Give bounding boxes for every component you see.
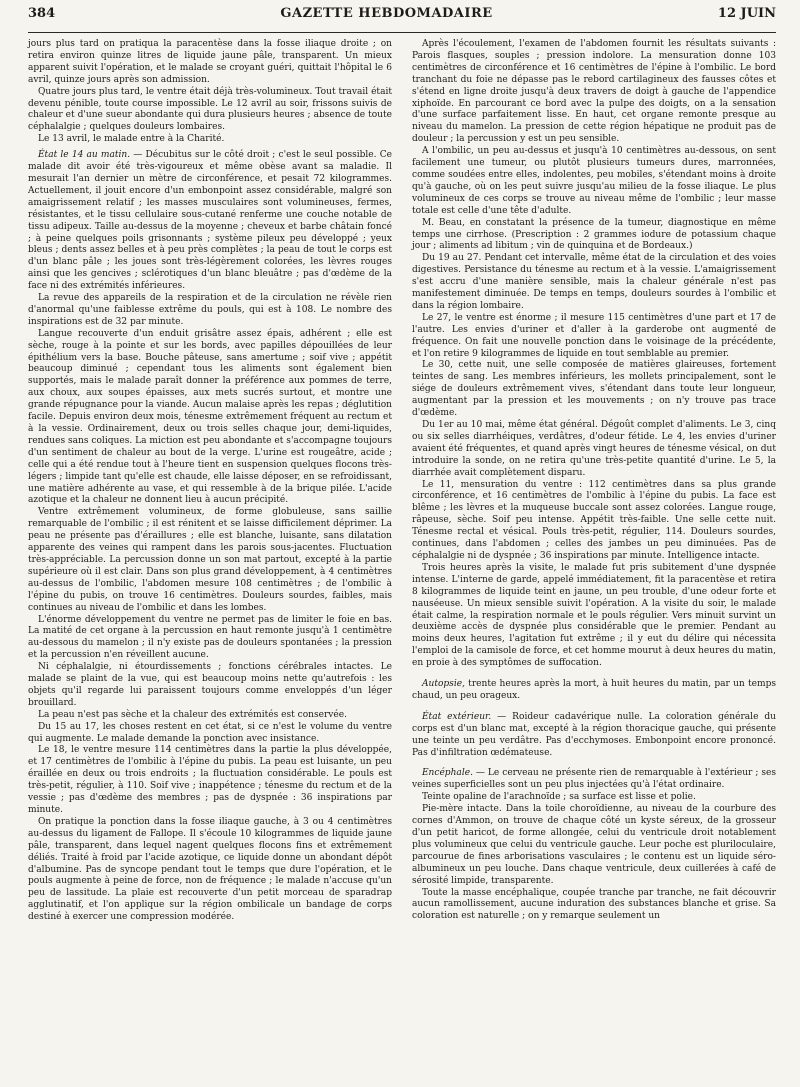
paragraph-text: — Le cerveau ne présente rien de remarquable à l'extérieur ; ses veines superficielles sont un peu plus injectées qu'à l'état ordinaire. [412, 768, 776, 791]
paragraph [28, 710, 392, 722]
paragraph [28, 817, 392, 924]
paragraph-lead: État le 14 au matin. [37, 150, 131, 161]
paragraph [412, 146, 776, 217]
paragraph-text: Ventre extrêmement volumineux, de forme globuleuse, sans saillie remarquable de l'ombilic ; il est rénitent et se laisse difficilement déprimer. La peau ne présente pas d'éraillures ; elle est blanche, luisante, sans dilatation apparente des veines qui rampent dans les parois sous-jacentes. Fluctuation très-appréciable. La percussion donne un son mat partout, excepté à la partie supérieure où il est clair. Dans son plus grand développement, à 4 centimètres au-dessus de l'ombilic, l'abdomen mesure 108 centimètres ; de l'ombilic à l'épine du pubis, on trouve 16 centimètres. Douleurs sourdes, faibles, mais continues au niveau de l'ombilic et dans les lombes. [28, 507, 392, 613]
paragraph [412, 679, 776, 703]
paragraph [412, 218, 776, 254]
paragraph [412, 792, 776, 804]
paragraph-text: Toute la masse encéphalique, coupée tranche par tranche, ne fait découvrir aucun ramollissement, aucune induration des substances blanche et grise. Sa coloration est naturelle ; on y remarque seulement un [412, 887, 776, 922]
paragraph [28, 722, 392, 746]
paragraph [28, 87, 392, 135]
paragraph-text: Ni céphalalgie, ni étourdissements ; fonctions cérébrales intactes. Le malade se plaint de la vue, qui est beaucoup moins nette qu'autrefois : les objets qu'il regarde lui paraissent toujours comme enveloppés d'un léger brouillard. [28, 662, 392, 708]
page-header [28, 6, 776, 33]
paragraph [28, 745, 392, 816]
paragraph [28, 329, 392, 508]
paragraph-text: trente heures après la mort, à huit heures du matin, par un temps chaud, un peu orageux. [412, 679, 776, 701]
paragraph-text: Le 27, le ventre est énorme ; il mesure 115 centimètres d'une part et 17 de l'autre. Les envies d'uriner et d'aller à la garderobe ont augmenté de fréquence. On fait une nouvelle ponction dans le voisinage de la précédente, et l'on retire 9 kilogrammes de liquide en tout semblable au premier. [412, 312, 776, 359]
paragraph-text: Du 19 au 27. Pendant cet intervalle, même état de la circulation et des voies digestives. Persistance du ténesme au rectum et à la vessie. L'amaigrissement s'est accru d'une manière sensible, mais la chaleur générale n'est pas manifestement diminuée. De temps en temps, douleurs sourdes à l'ombilic et dans la région lombaire. [412, 253, 776, 311]
paragraph [412, 563, 776, 670]
paragraph [412, 420, 776, 480]
paragraph [28, 134, 392, 146]
right-column [412, 39, 776, 924]
paragraph [28, 615, 392, 663]
paragraph [28, 39, 392, 87]
paragraph [412, 253, 776, 313]
paragraph [28, 662, 392, 710]
paragraph-text: La revue des appareils de la respiration et de la circulation ne révèle rien d'anormal qu'une faiblesse extrême du pouls, qui est à 108. Le nombre des inspirations est de 32 par minute. [28, 293, 392, 327]
paragraph-text: Le 13 avril, le malade entre à la Charité. [37, 134, 225, 145]
paragraph-text: L'énorme développement du ventre ne permet pas de limiter le foie en bas. La matité de cet organe à la percussion en haut remonte jusqu'à 1 centimètre au-dessous du mamelon ; il n'y existe pas de douleurs spontanées ; la pression et la percussion n'en réveillent aucune. [28, 614, 392, 661]
paragraph-text: Le 11, mensuration du ventre : 112 centimètres dans sa plus grande circonférence, et 16 centimètres de l'ombilic à l'épine du pubis. La face est blême ; les lèvres et la muqueuse buccale sont assez colorées. Langue rouge, râpeuse, sèche. Soif peu intense. Appétit très-faible. Une selle cette nuit. Ténesme rectal et vésical. Pouls très-petit, régulier, 114. Douleurs sourdes, continues, dans l'abdomen ; celles des jambes un peu diminuées. Pas de céphalalgie ni de dyspnée ; 36 inspirations par minute. Intelligence intacte. [412, 479, 776, 561]
paragraph-text: — Roideur cadavérique nulle. La coloration générale du corps est d'un blanc mat, excepté à la région thoracique gauche, qui présente une teinte un peu verdâtre. Pas d'ecchymoses. Embonpoint encore prononcé. Pas d'infiltration œdémateuse. [412, 711, 777, 758]
paragraph-lead: Autopsie, [421, 679, 465, 690]
paragraph-text: Quatre jours plus tard, le ventre était déjà très-volumineux. Tout travail était devenu pénible, toute course impossible. Le 12 avril au soir, frissons suivis de chaleur et d'une sueur abondante qui dura plusieurs heures ; absence de toute céphalalgie ; quelques douleurs lombaires. [28, 86, 392, 133]
paragraph-lead: Encéphale. [421, 768, 473, 779]
page-number: 384 [28, 6, 56, 21]
paragraph-text: Du 1er au 10 mai, même état général. Dégoût complet d'aliments. Le 3, cinq ou six selles diarrhéiques, verdâtres, d'odeur fétide. Le 4, les envies d'uriner avaient été fréquentes, et quand après vingt heures de ténesme vésical, on dut introduire la sonde, on ne retira qu'une très-petite quantité d'urine. Le 5, la diarrhée avait complètement disparu. [412, 420, 776, 478]
paragraph-text: — Décubitus sur le côté droit ; c'est le seul possible. Ce malade dit avoir été très-vigoureux et même obèse avant sa maladie. Il mesurait l'an dernier un mètre de circonférence, et pesait 72 kilogrammes. Actuellement, il jouit encore d'un embonpoint assez considérable, malgré son amaigrissement relatif ; les masses musculaires sont volumineuses, fermes, résistantes, et le tissu cellulaire sous-cutané renferme une couche notable de tissu adipeux. Taille au-dessus de la moyenne ; cheveux et barbe châtain foncé ; à peine quelques poils grisonnants ; système pileux peu développé ; yeux bleus ; dents assez belles et à peu près complètes ; la peau de tout le corps est d'un blanc pâle ; les joues sont très-légèrement colorées, les lèvres rouges ainsi que les gencives ; sclérotiques d'un blanc bleuâtre ; pas d'œdème de la face ni des extrémités inférieures. [28, 150, 392, 292]
paragraph-text: Après l'écoulement, l'examen de l'abdomen fournit les résultats suivants : Parois flasques, souples ; pression indolore. La mensuration donne 103 centimètres de circonférence et 16 centimètres de l'épine à l'ombilic. Le bord tranchant du foie ne dépasse pas le rebord cartilagineux des fausses côtes et s'étend en ligne droite jusqu'à deux travers de doigt à gauche de l'appendice xiphoïde. En parcourant ce bord avec la pulpe des doigts, on a la sensation d'une surface parfaitement lisse. En haut, cet organe remonte presque au niveau du mamelon. La pression de cette région hépatique ne produit pas de douleur ; la percussion y est un peu sensible. [412, 39, 776, 145]
left-column [28, 39, 392, 924]
paragraph [412, 360, 776, 420]
paragraph-text: Pie-mère intacte. Dans la toile choroïdienne, au niveau de la courbure des cornes d'Ammon, on trouve de chaque côté un kyste séreux, de la grosseur d'un petit haricot, de forme allongée, celui du ventricule droit notablement plus volumineux que celui du ventricule gauche. Leur poche est pluriloculaire, parcourue de fines arborisations vasculaires ; le contenu est un liquide séro-albumineux un peu louche. Dans chaque ventricule, deux cuillerées à café de sérosité limpide, transparente. [412, 804, 776, 886]
paragraph [28, 507, 392, 614]
paragraph-text: Le 18, le ventre mesure 114 centimètres dans la partie la plus développée, et 17 centimètres de l'ombilic à l'épine du pubis. La peau est luisante, un peu éraillée en deux ou trois endroits ; la fluctuation considérable. Le pouls est très-petit, régulier, à 110. Soif vive ; inappétence ; ténesme du rectum et de la vessie ; pas d'œdème des membres ; pas de dyspnée : 36 inspirations par minute. [28, 745, 392, 815]
paragraph [412, 888, 776, 924]
paragraph-text: Trois heures après la visite, le malade fut pris subitement d'une dyspnée intense. L'interne de garde, appelé immédiatement, fit la paracentèse et retira 8 kilogrammes de liquide teint en jaune, un peu trouble, d'une odeur forte et nauséeuse. Un mieux sensible suivit l'opération. A la visite du soir, le malade était calme, la respiration normale et le pouls régulier. Vers minuit survint un deuxième accès de dyspnée plus considérable que le premier. Pendant au moins deux heures, l'agitation fut extrême ; il y eut du délire qui nécessita l'emploi de la camisole de force, et cet homme mourut à deux heures du matin, en proie à des symptômes de suffocation. [412, 562, 776, 669]
paragraph-text: M. Beau, en constatant la présence de la tumeur, diagnostique en même temps une cirrhose. (Prescription : 2 grammes iodure de potassium chaque jour ; aliments ad libitum ; vin de quinquina et de Bordeaux.) [412, 217, 776, 252]
paragraph-text: On pratique la ponction dans la fosse iliaque gauche, à 3 ou 4 centimètres au-dessus du ligament de Fallope. Il s'écoule 10 kilogrammes de liquide jaune pâle, transparent, dans lequel nagent quelques flocons fins et extrêmement déliés. Traité à froid par l'acide azotique, ce liquide donne un abondant dépôt d'albumine. Pas de syncope pendant tout le temps que dure l'opération, et le pouls augmente à peine de force, non de fréquence ; le malade n'accuse qu'un peu de lassitude. La plaie est recouverte d'un petit morceau de sparadrap agglutinatif, et l'on applique sur la région ombilicale un bandage de corps destiné à exercer une compression modérée. [28, 816, 392, 923]
paragraph-text: Teinte opaline de l'arachnoïde ; sa surface est lisse et polie. [421, 792, 696, 803]
paragraph-text: Le 30, cette nuit, une selle composée de matières glaireuses, fortement teintes de sang. Les membres inférieurs, les mollets principalement, sont le siége de douleurs extrêmement vives, s'étendant dans toute leur longueur, augmentant par la pression et les mouvements ; on n'y trouve pas trace d'œdème. [412, 360, 776, 419]
paragraph [412, 804, 776, 887]
paragraph-text: A l'ombilic, un peu au-dessus et jusqu'à 10 centimètres au-dessous, on sent facilement une tumeur, ou plutôt plusieurs tumeurs dures, marronnées, comme soudées entre elles, indolentes, peu mobiles, s'étendant moins à droite qu'à gauche, où on les peut suivre jusqu'au milieu de la fosse iliaque. Le plus volumineux de ces corps se trouve au niveau même de l'ombilic ; leur masse totale est celle d'une tête d'adulte. [412, 146, 776, 216]
paragraph [412, 39, 776, 146]
text-columns [28, 39, 776, 924]
paragraph [412, 768, 776, 792]
paragraph-text: Langue recouverte d'un enduit grisâtre assez épais, adhérent ; elle est sèche, rouge à la pointe et sur les bords, avec papilles dépouillées de leur épithélium vers la base. Bouche pâteuse, sans amertume ; soif vive ; appétit beaucoup diminué ; cependant tous les aliments sont également bien supportés, mais le malade paraît donner la préférence aux pommes de terre, aux choux, aux soupes épaisses, aux mets sucrés surtout, et montre une grande répugnance pour la viande. Aucun malaise après les repas ; déglutition facile. Depuis environ deux mois, ténesme extrêmement fréquent au rectum et à la vessie. Ordinairement, deux ou trois selles chaque jour, demi-liquides, rendues sans coliques. La miction est peu abondante et s'accompagne toujours d'un sentiment de chaleur au bout de la verge. L'urine est rougeâtre, acide ; celle qui a été rendue tout à l'heure tient en suspension quelques flocons très-légers ; limpide tant qu'elle est chaude, elle laisse déposer, en se refroidissant, une matière adhérente au vase, et qui ressemble à de la brique pilée. L'acide azotique et la chaleur ne donnent lieu à aucun précipité. [28, 328, 392, 506]
paragraph-lead: État extérieur. [421, 711, 492, 722]
paragraph-text: jours plus tard on pratiqua la paracentèse dans la fosse iliaque droite ; on retira environ quinze litres de liquide jaune pâle, transparent. Un mieux apparent suivit l'opération, et le malade se croyant guéri, quittait l'hôpital le 6 avril, quinze jours après son admission. [28, 39, 392, 85]
paragraph [412, 313, 776, 361]
paragraph [412, 712, 776, 760]
paragraph-text: Du 15 au 17, les choses restent en cet état, si ce n'est le volume du ventre qui augmente. Le malade demande la ponction avec insistance. [28, 721, 392, 744]
paragraph [412, 480, 776, 563]
paragraph [28, 150, 392, 293]
paragraph-text: La peau n'est pas sèche et la chaleur des extrémités est conservée. [37, 709, 347, 720]
issue-date: 12 JUIN [717, 6, 776, 21]
journal-title: GAZETTE HEBDOMADAIRE [280, 6, 493, 21]
paragraph [28, 293, 392, 329]
